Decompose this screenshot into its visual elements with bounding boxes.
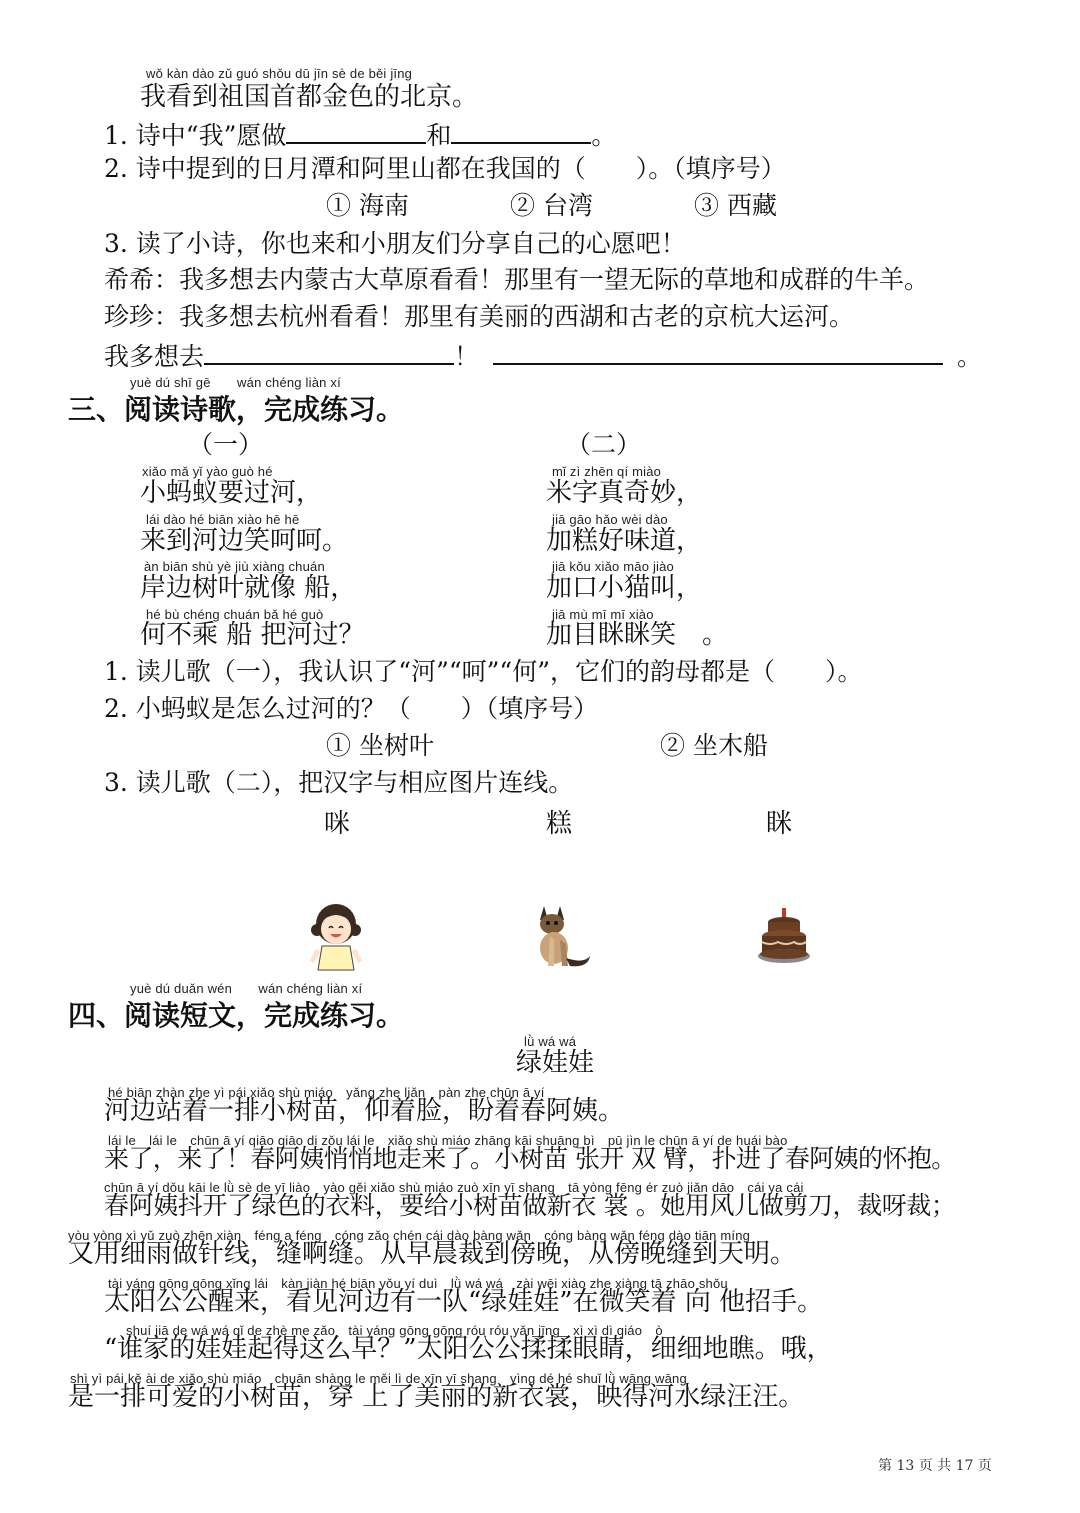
poem1-pinyin-1: xiǎo mǎ yǐ yào guò hé [142,464,273,479]
my-wish-text: 我多想去 [104,342,205,371]
option-2: ② 台湾 [510,191,593,220]
story-line-7: 是一排可爱的小树苗，穿 上了美丽的新衣裳，映得河水绿汪汪。 [68,1382,805,1412]
s3-option-2: ② 坐木船 [660,731,768,760]
story-line-2: 来了，来了！春阿姨悄悄地走来了。小树苗 张开 双 臂，扑进了春阿姨的怀抱。 [104,1144,956,1173]
poem1-pinyin-3: àn biān shù yè jiù xiàng chuán [144,559,325,574]
xixi-wish: 希希：我多想去内蒙古大草原看看！那里有一望无际的草地和成群的牛羊。 [104,265,930,294]
smiling-girl-picture[interactable] [308,900,364,972]
poem1-label: （一） [188,430,264,459]
cake-picture[interactable] [750,906,818,970]
option-1: ① 海南 [326,191,409,220]
page-number: 第 13 页 共 17 页 [878,1458,992,1474]
poem2-pinyin-3: jiā kǒu xiǎo māo jiào [552,559,674,574]
s3-option-1: ① 坐树叶 [326,731,434,760]
story-pinyin-6: shuí jiā de wá wá qǐ de zhè me zǎo tài yáng gōng gōng róu róu yǎn jīng xì xì dì qiáo ò [126,1323,663,1338]
story-line-4: 又用细雨做针线，缝啊缝。从早晨裁到傍晚，从傍晚缝到天明。 [68,1239,797,1269]
section3-heading-pinyin: yuè dú shī gē wán chéng liàn xí [130,375,341,390]
story-pinyin-1: hé biān zhàn zhe yì pái xiǎo shù miáo yǎng zhe liǎn pàn zhe chūn ā yí [108,1085,545,1100]
question-1-joiner: 和 [426,121,452,150]
wish-reason-blank[interactable] [493,339,943,365]
section4-heading-pinyin: yuè dú duǎn wén wán chéng liàn xí [130,981,363,996]
poem2-line-4: 加目眯眯笑 。 [546,620,729,650]
match-char-mi-eye[interactable]: 眯 [766,809,793,839]
story-pinyin-7: shì yì pái kě ài de xiǎo shù miáo chuān shàng le měi lì de xīn yī shang yìng dé hé shuǐ lǜ wāng wāng [70,1371,687,1386]
my-wish-exclaim: ！ [454,342,480,371]
poem2-label: （二） [566,430,642,459]
my-wish [104,339,982,372]
s3-question-1: 1. 读儿歌（一），我认识了“河”“呵”“何”，它们的韵母都是（ ）。 [104,657,863,686]
story-title-pinyin: lǜ wá wá [524,1034,577,1049]
story-pinyin-2: lái le lái le chūn ā yí qiāo qiāo di zǒu lái le xiǎo shù miáo zhāng kāi shuāng bì pū jìn le chūn ā yí de huái bào [108,1133,788,1148]
poem1-line-4: 何不乘 船 把河过？ [140,620,365,650]
story-title: 绿娃娃 [516,1048,595,1078]
zhenzhen-wish: 珍珍：我多想去杭州看看！那里有美丽的西湖和古老的京杭大运河。 [104,302,855,331]
section3-heading: 三、阅读诗歌，完成练习。 [68,393,405,426]
poem2-line-1: 米字真奇妙， [546,478,703,508]
section4-heading: 四、阅读短文，完成练习。 [68,999,405,1032]
poem1-line-3: 岸边树叶就像 船， [140,573,357,603]
my-wish-end: 。 [957,342,983,371]
wish-place-blank[interactable] [204,339,454,365]
question-3: 3. 读了小诗，你也来和小朋友们分享自己的心愿吧！ [104,229,686,258]
poem2-pinyin-1: mǐ zì zhēn qí miào [552,464,662,479]
poem1-line-1: 小蚂蚁要过河， [140,478,323,508]
poem-line: 我看到祖国首都金色的北京。 [140,82,479,112]
answer-blank-1[interactable] [286,118,426,144]
line-pinyin: wǒ kàn dào zǔ guó shǒu dū jīn sè de běi jīng [146,66,413,81]
answer-blank-2[interactable] [451,118,591,144]
story-pinyin-3: chūn ā yí dǒu kāi le lǜ sè de yī liào yào gěi xiǎo shù miáo zuò xīn yī shang tā yòng fēng ér zuò jiǎn dāo cái ya cái [104,1180,804,1195]
poem2-pinyin-2: jiā gāo hǎo wèi dào [552,512,668,527]
story-line-1: 河边站着一排小树苗，仰着脸，盼着春阿姨。 [104,1096,625,1126]
poem1-pinyin-4: hé bù chéng chuán bǎ hé guò [146,607,324,622]
poem2-line-2: 加糕好味道， [546,526,703,556]
question-1 [104,118,616,151]
question-1-end: 。 [591,121,617,150]
question-1-text: 1. 诗中“我”愿做 [104,121,287,150]
option-3: ③ 西藏 [694,191,777,220]
story-pinyin-5: tài yáng gōng gōng xǐng lái kàn jiàn hé biān yǒu yí duì lǜ wá wá zài wēi xiào zhe xiàng tā zhāo shǒu [108,1276,728,1291]
match-char-mi-mouth[interactable]: 咪 [324,809,351,839]
poem2-line-3: 加口小猫叫， [546,573,703,603]
poem1-pinyin-2: lái dào hé biān xiào hē hē [146,512,300,527]
poem2-pinyin-4: jiā mù mī mī xiào [552,607,654,622]
cat-picture[interactable] [526,900,594,970]
s3-question-3: 3. 读儿歌（二），把汉字与相应图片连线。 [104,768,574,797]
match-char-gao[interactable]: 糕 [546,809,573,839]
story-line-6: “谁家的娃娃起得这么早？”太阳公公揉揉眼睛，细细地瞧。哦， [104,1334,833,1364]
story-line-3: 春阿姨抖开了绿色的衣料，要给小树苗做新衣 裳 。她用风儿做剪刀，裁呀裁； [104,1191,956,1220]
story-line-5: 太阳公公醒来，看见河边有一队“绿娃娃”在微笑着 向 他招手。 [104,1287,824,1317]
poem1-line-2: 来到河边笑呵呵。 [140,526,349,556]
s3-question-2: 2. 小蚂蚁是怎么过河的？（ ）（填序号） [104,694,599,723]
story-pinyin-4: yòu yòng xì yǔ zuò zhēn xiàn féng a féng cóng zǎo chén cái dào bàng wǎn cóng bàng wǎn féng dào tiān míng [68,1228,751,1243]
question-2: 2. 诗中提到的日月潭和阿里山都在我国的（ ）。（填序号） [104,154,786,183]
